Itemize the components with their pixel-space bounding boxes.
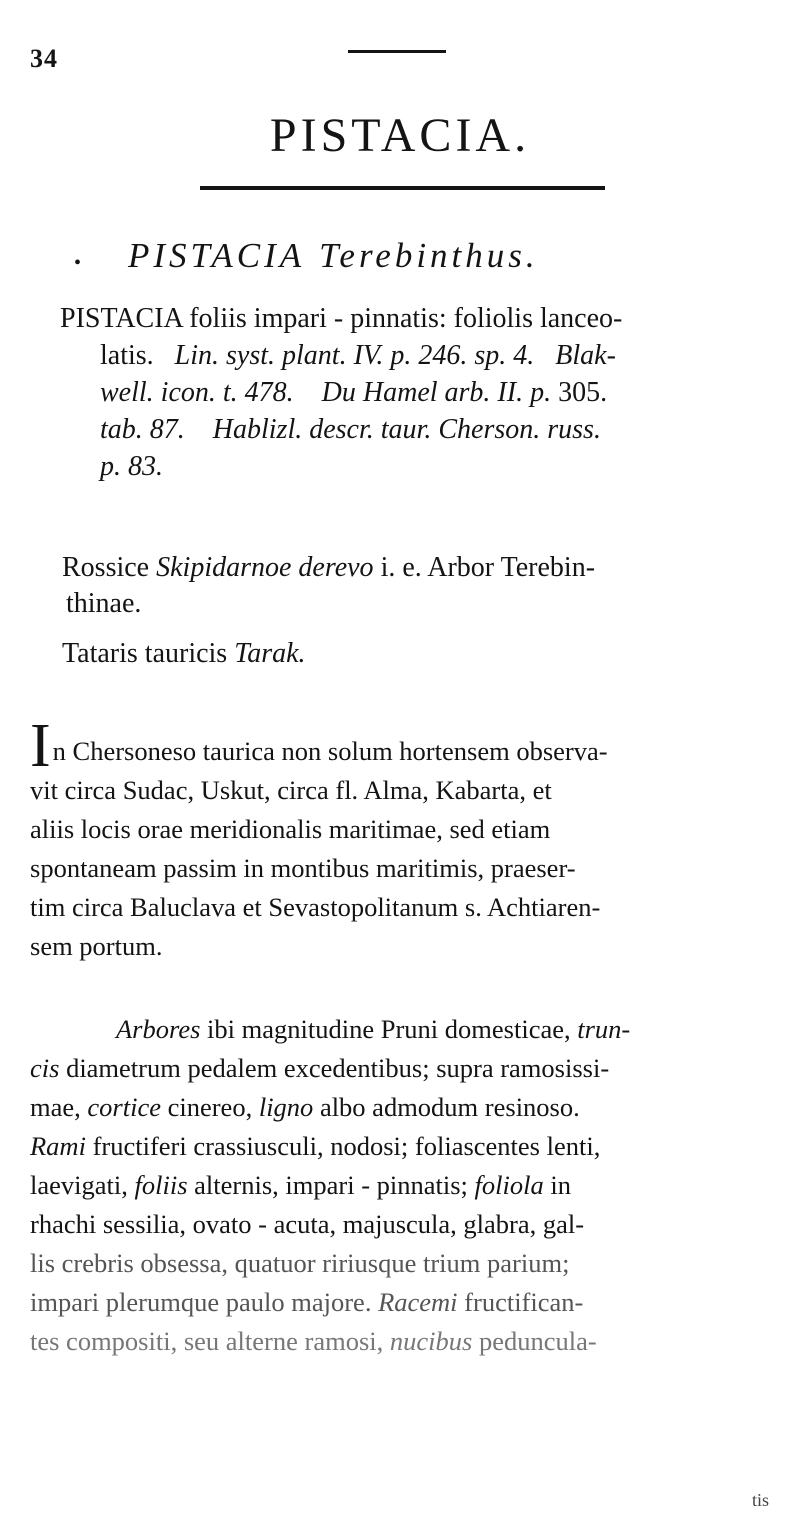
term-foliis: foliis <box>134 1170 188 1200</box>
synonymy-text: latis. <box>100 340 154 371</box>
page-number: 34 <box>30 44 58 73</box>
synonymy-text: PISTACIA foliis impari - pinnatis: foliolis lanceo- <box>60 303 623 334</box>
paragraph-text: tes compositi, seu alterne ramosi, <box>30 1326 384 1356</box>
vernacular-text: Tataris tauricis <box>62 638 228 669</box>
paragraph-line <box>30 1127 782 1166</box>
paragraph-line <box>30 1088 782 1127</box>
paragraph-text: alternis, impari - pinnatis; <box>194 1170 468 1200</box>
citation-blakwell-cont: well. icon. t. 478. <box>100 377 294 408</box>
vernacular-russian <box>62 550 782 622</box>
term-foliola: foliola <box>474 1170 544 1200</box>
paragraph-text: ibi magnitudine Pruni domesticae, <box>207 1014 571 1044</box>
paragraph-text: diametrum pedalem excedentibus; supra ramosissi- <box>66 1053 610 1083</box>
vernacular-text: i. e. Arbor Terebin- <box>380 552 596 583</box>
term-arbores: Arbores <box>116 1014 201 1044</box>
paragraph-text: cinereo, <box>167 1092 253 1122</box>
paragraph-line <box>30 712 782 780</box>
paragraph-text: fructiferi crassiusculi, nodosi; foliascentes lenti, <box>92 1131 601 1161</box>
species-epithet: Terebinthus. <box>319 236 539 275</box>
citation-duhamel: Du Hamel arb. II. p. <box>321 377 552 408</box>
citation-blakwell: Blak- <box>555 340 616 371</box>
vernacular-line <box>62 586 782 622</box>
tatar-name: Tarak. <box>234 638 306 669</box>
term-cortice: cortice <box>87 1092 161 1122</box>
drop-capital: I <box>30 712 51 780</box>
paragraph-text: n Chersoneso taurica non solum hortensem observa- <box>52 736 608 766</box>
synonymy-line <box>60 374 780 411</box>
paragraph-line <box>30 1010 782 1049</box>
species-genus: PISTACIA <box>128 236 306 275</box>
citation-hablizl-page: p. 83. <box>100 451 163 482</box>
paragraph-line: sem portum. <box>30 931 163 961</box>
term-rami: Rami <box>30 1131 86 1161</box>
species-heading <box>128 236 539 276</box>
paragraph-text: peduncula- <box>478 1326 597 1356</box>
paragraph-text: fructifican- <box>464 1287 584 1317</box>
synonymy-line <box>60 448 780 485</box>
paragraph-description <box>30 1010 782 1361</box>
term-nucibus: nucibus <box>389 1326 473 1356</box>
paragraph-text: laevigati, <box>30 1170 128 1200</box>
russian-name: Skipidarnoe derevo <box>156 552 374 583</box>
citation-hablizl: Hablizl. descr. taur. Cherson. russ. <box>212 414 601 445</box>
vernacular-text: Rossice <box>62 552 150 583</box>
synonymy-line <box>60 411 780 448</box>
paragraph-text: in <box>550 1170 571 1200</box>
page-title: PISTACIA. <box>269 109 531 162</box>
paragraph-habitat <box>30 712 782 966</box>
paragraph-text: impari plerumque paulo majore. <box>30 1287 372 1317</box>
term-ligno: ligno <box>258 1092 314 1122</box>
vernacular-text: thinae. <box>66 588 142 619</box>
paragraph-line <box>30 1283 782 1322</box>
title-divider <box>200 186 605 190</box>
paragraph-text: mae, <box>30 1092 81 1122</box>
paragraph-line: aliis locis orae meridionalis maritimae, sed etiam <box>30 814 551 844</box>
synonymy-block <box>60 300 780 485</box>
species-bullet: • <box>74 252 82 274</box>
paragraph-line <box>30 1322 782 1361</box>
term-racemi: Racemi <box>378 1287 458 1317</box>
term-truncis-cont: cis <box>30 1053 60 1083</box>
paragraph-line: rhachi sessilia, ovato - acuta, majuscula, glabra, gal- <box>30 1209 585 1239</box>
vernacular-tatar <box>62 636 306 672</box>
citation-linnaeus: Lin. syst. plant. IV. p. 246. sp. 4. <box>174 340 535 371</box>
term-truncis: trun- <box>577 1014 631 1044</box>
citation-tab: tab. 87. <box>100 414 185 445</box>
paragraph-line <box>30 1166 782 1205</box>
paragraph-line: spontaneam passim in montibus maritimis, praeser- <box>30 853 576 883</box>
paragraph-text: albo admodum resinoso. <box>319 1092 580 1122</box>
paragraph-line <box>30 1049 782 1088</box>
paragraph-line: vit circa Sudac, Uskut, circa fl. Alma, Kabarta, et <box>30 775 552 805</box>
synonymy-line <box>60 300 780 337</box>
header-rule <box>348 50 446 53</box>
paragraph-line: lis crebris obsessa, quatuor ririusque trium parium; <box>30 1248 570 1278</box>
synonymy-line <box>60 337 780 374</box>
paragraph-line: tim circa Baluclava et Sevastopolitanum s. Achtiaren- <box>30 892 601 922</box>
citation-page: 305. <box>558 377 608 408</box>
vernacular-line <box>62 550 782 586</box>
catchword: tis <box>752 1490 770 1510</box>
